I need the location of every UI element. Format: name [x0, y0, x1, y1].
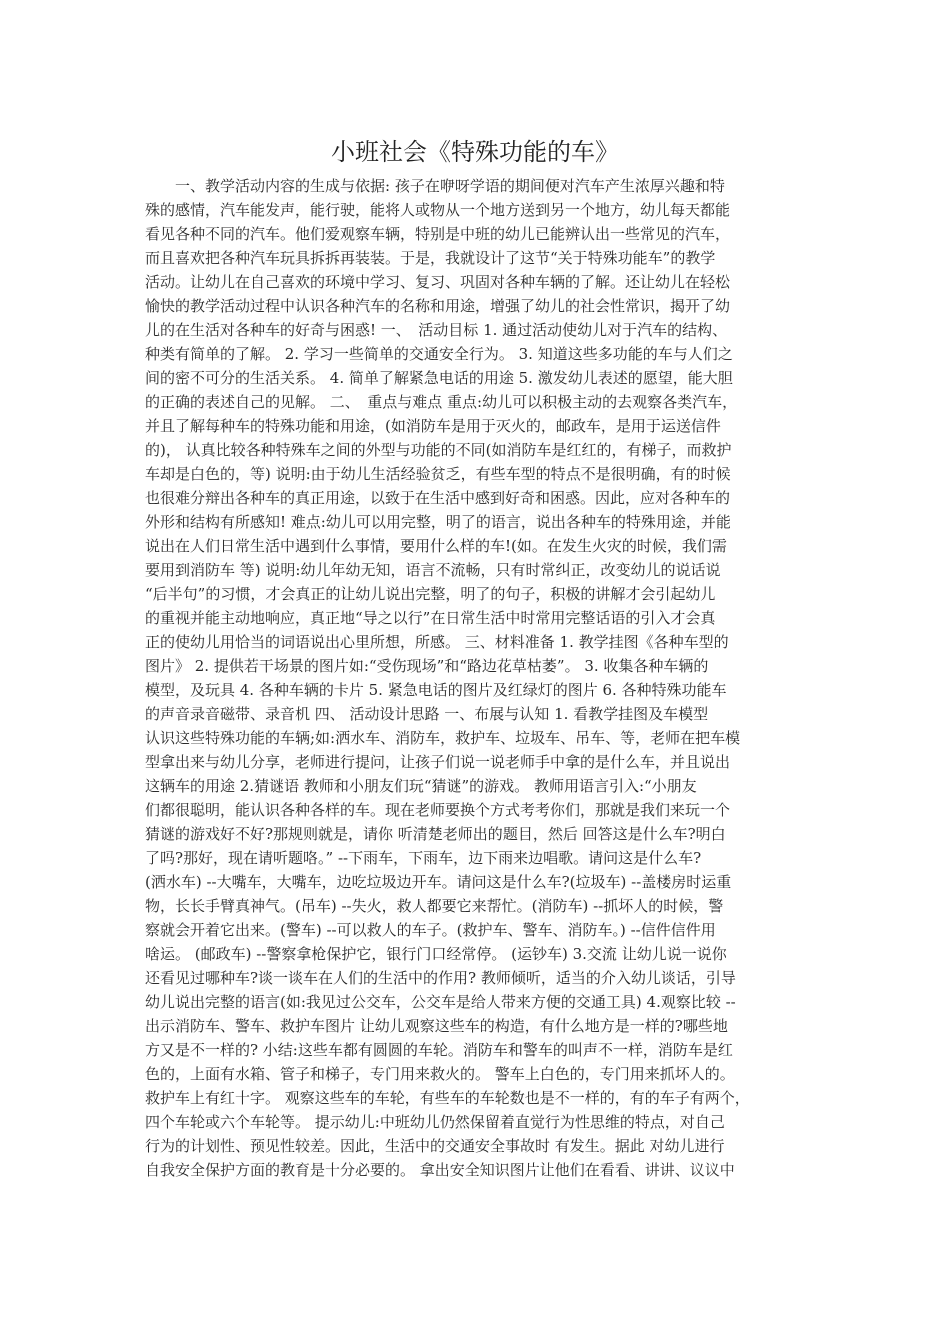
body-line: 四个车轮或六个车轮等。 提示幼儿:中班幼儿仍然保留着直觉行为性思维的特点，对自己	[145, 1113, 725, 1131]
body-line: 的重视并能主动地响应，真正地“导之以行”在日常生活中时常用完整话语的引入才会真	[145, 609, 716, 627]
body-line: 行为的计划性、预见性较差。因此，生活中的交通安全事故时 有发生。据此 对幼儿进行	[145, 1137, 725, 1155]
body-line: 猜谜的游戏好不好?那规则就是，请你 听清楚老师出的题目，然后 回答这是什么车?明白	[145, 825, 726, 843]
body-line: 物，长长手臂真神气。(吊车) --失火，救人都要它来帮忙。(消防车) --抓坏人的时候，警	[145, 897, 724, 915]
body-line: 还看见过哪种车?谈一谈车在人们的生活中的作用? 教师倾听，适当的介入幼儿谈话，引导	[145, 969, 736, 987]
body-line: 殊的感情，汽车能发声，能行驶，能将人或物从一个地方送到另一个地方，幼儿每天都能	[145, 201, 731, 219]
body-line: 幼儿说出完整的语言(如:我见过公交车，公交车是给人带来方便的交通工具) 4.观察比较 --	[145, 993, 736, 1011]
body-line: (洒水车) --大嘴车，大嘴车，边吃垃圾边开车。请问这是什么车?(垃圾车) --盖楼房时运重	[145, 873, 732, 891]
body-line: 看见各种不同的汽车。他们爱观察车辆，特别是中班的幼儿已能辨认出一些常见的汽车，	[145, 225, 731, 243]
body-line: 一、教学活动内容的生成与依据: 孩子在咿呀学语的期间便对汽车产生浓厚兴趣和特	[145, 177, 725, 195]
body-line: 正的使幼儿用恰当的词语说出心里所想，所感。 三、材料准备 1. 教学挂图《各种车型的	[145, 633, 729, 651]
body-line: 啥运。 (邮政车) --警察拿枪保护它，银行门口经常停。 (运钞车) 3.交流 让幼儿说一说你	[145, 945, 727, 963]
body-line: 型拿出来与幼儿分享，老师进行提问，让孩子们说一说老师手中拿的是什么车，并且说出	[145, 753, 731, 771]
body-line: 方又是不一样的? 小结:这些车都有圆圆的车轮。消防车和警车的叫声不一样，消防车是红	[145, 1041, 733, 1059]
body-line: 了吗?那好，现在请听题咯。” --下雨车，下雨车，边下雨来边唱歌。请问这是什么车?	[145, 849, 702, 867]
body-line: 模型，及玩具 4. 各种车辆的卡片 5. 紧急电话的图片及红绿灯的图片 6. 各种特殊功能车	[145, 681, 727, 699]
body-line: 车却是白色的，等) 说明:由于幼儿生活经验贫乏，有些车型的特点不是很明确，有的时候	[145, 465, 731, 483]
body-line: 外形和结构有所感知! 难点:幼儿可以用完整，明了的语言，说出各种车的特殊用途，并能	[145, 513, 731, 531]
body-line: 并且了解每种车的特殊功能和用途，(如消防车是用于灭火的，邮政车，是用于运送信件	[145, 417, 721, 435]
body-line: 间的密不可分的生活关系。 4. 简单了解紧急电话的用途 5. 激发幼儿表述的愿望，能大胆	[145, 369, 733, 387]
body-line: 救护车上有红十字。 观察这些车的车轮，有些车的车轮数也是不一样的，有的车子有两个，	[145, 1089, 750, 1107]
body-line: 也很难分辩出各种车的真正用途，以致于在生活中感到好奇和困惑。因此，应对各种车的	[145, 489, 731, 507]
body-line: 色的，上面有水箱、管子和梯子，专门用来救火的。 警车上白色的，专门用来抓坏人的。	[145, 1065, 735, 1083]
body-line: 的声音录音磁带、录音机 四、 活动设计思路 一、布展与认知 1. 看教学挂图及车模型	[145, 705, 709, 723]
body-line: 儿的在生活对各种车的好奇与困惑! 一、 活动目标 1. 通过活动使幼儿对于汽车的结构、	[145, 321, 728, 339]
document-body	[145, 174, 815, 1182]
body-line: 愉快的教学活动过程中认识各种汽车的名称和用途，增强了幼儿的社会性常识，揭开了幼	[145, 297, 731, 315]
body-line: 认识这些特殊功能的车辆;如:洒水车、消防车，救护车、垃圾车、吊车、等，老师在把车模	[145, 729, 741, 747]
document-title: 小班社会《特殊功能的车》	[331, 138, 619, 166]
body-line: 自我安全保护方面的教育是十分必要的。 拿出安全知识图片让他们在看看、讲讲、议议中	[145, 1161, 735, 1179]
body-line: 出示消防车、警车、救护车图片 让幼儿观察这些车的构造，有什么地方是一样的?哪些地	[145, 1017, 728, 1035]
body-line: 说出在人们日常生活中遇到什么事情，要用什么样的车!(如。在发生火灾的时候，我们需	[145, 537, 727, 555]
body-line: 的)， 认真比较各种特殊车之间的外型与功能的不同(如消防车是红红的，有梯子，而救护	[145, 441, 732, 459]
body-line: 的正确的表述自己的见解。 二、 重点与难点 重点:幼儿可以积极主动的去观察各类汽车，	[145, 393, 738, 411]
body-line: 们都很聪明，能认识各种各样的车。现在老师要换个方式考考你们，那就是我们来玩一个	[145, 801, 731, 819]
body-line: 图片》 2. 提供若干场景的图片如:“受伤现场”和“路边花草枯萎”。 3. 收集各种车辆的	[145, 657, 709, 675]
body-line: 而且喜欢把各种汽车玩具拆拆再装装。于是，我就设计了这节“关于特殊功能车”的教学	[145, 249, 716, 267]
body-line: 种类有简单的了解。 2. 学习一些简单的交通安全行为。 3. 知道这些多功能的车与人们之	[145, 345, 733, 363]
body-line: 察就会开着它出来。(警车) --可以救人的车子。(救护车、警车、消防车。) --信件信件用	[145, 921, 716, 939]
body-line: 要用到消防车 等) 说明:幼儿年幼无知，语言不流畅，只有时常纠正，改变幼儿的说话说	[145, 561, 721, 579]
body-line: 活动。让幼儿在自己喜欢的环境中学习、复习、巩固对各种车辆的了解。还让幼儿在轻松	[145, 273, 731, 291]
body-line: 这辆车的用途 2.猜谜语 教师和小朋友们玩“猜谜”的游戏。 教师用语言引入:“小朋友	[145, 777, 697, 795]
body-line: “后半句”的习惯，才会真正的让幼儿说出完整，明了的句子，积极的讲解才会引起幼儿	[145, 585, 716, 603]
